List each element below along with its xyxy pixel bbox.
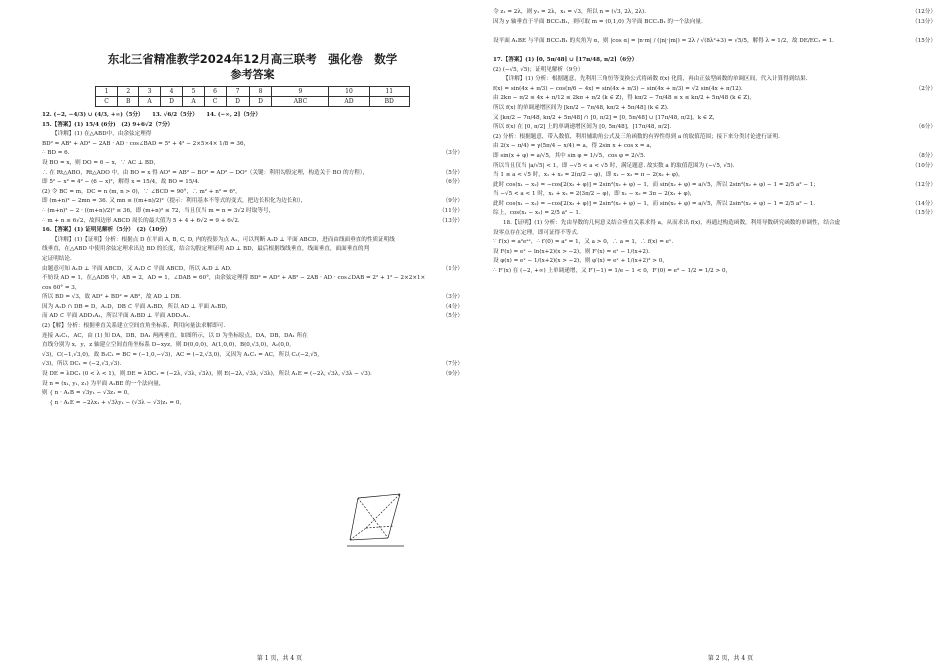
line-text: 即 (m+n)² − 2mn = 36. 又 mn ≤ ((m+n)/2)²（提示：利用基本不等式的变式，把边长积化为边长和）， bbox=[42, 198, 307, 205]
text-line bbox=[493, 18, 936, 28]
text-line bbox=[493, 46, 936, 56]
text-line bbox=[42, 265, 463, 275]
line-text: 18.【证明】(1) 分析：先由导数的几何意义结合垂直关系求得 a，从而求出 f(x)，再通过构造函数，利用导数研究函数的单调性，结合虚 bbox=[503, 220, 841, 227]
line-text: √3)，C(−1,√3,0)，故 B₁C₁ = BC = (−1,0,−√3)，AC = (−2,√3,0)，又因为 A₁C₁ = AC，所以 C₁(−2,√5, bbox=[42, 351, 320, 358]
score-label: （13分） bbox=[439, 217, 463, 224]
text-line bbox=[42, 236, 463, 246]
text-line bbox=[42, 255, 463, 265]
text-line bbox=[493, 209, 936, 219]
score-label: （14分） bbox=[912, 200, 936, 207]
answer-number-cell: 6 bbox=[204, 87, 226, 97]
text-line bbox=[42, 322, 463, 332]
answer-number-cell: 7 bbox=[226, 87, 249, 97]
score-label: （6分） bbox=[915, 124, 936, 131]
text-line bbox=[493, 66, 936, 76]
text-line bbox=[42, 284, 463, 294]
text-line bbox=[42, 207, 463, 217]
score-label: （12分） bbox=[912, 9, 936, 15]
right-page bbox=[475, 0, 950, 672]
text-line bbox=[42, 303, 463, 313]
line-text: BD² = AB² + AD² − 2AB · AD · cos∠BAD = 5² + 4² − 2×5×4× 1/8 = 36， bbox=[42, 140, 250, 147]
line-text: 直线分别为 x，y，z 轴建立空间直角坐标系 D−xyz，则 D(0,0,0)，A(1,0,0)，B(0,√3,0)，A₁(0,0, bbox=[42, 342, 292, 349]
score-label: （5分） bbox=[442, 169, 463, 176]
text-line bbox=[493, 190, 936, 200]
line-text: 所以当且仅当 |a/√5| < 1，即 −√5 < a < √5 时，满足题意. 故实数 a 的取值范围为 (−√5, √5). bbox=[493, 162, 735, 169]
answer-cell: A bbox=[139, 97, 160, 107]
text-line bbox=[493, 56, 936, 66]
document-title: 东北三省精准教学2024年12月高三联考 强化卷 数学 bbox=[107, 52, 398, 66]
line-text: ∴ 在 Rt△ABO，Rt△ADO 中，由 BO = x 得 AO² = AB² − BO² = AD² − DO²（关键：利用勾股定理，构造关于 BO 的方程）， bbox=[42, 169, 369, 176]
answer-number-cell: 2 bbox=[118, 87, 139, 97]
text-line bbox=[42, 245, 463, 255]
line-text: (2) 分析：根据题意，带入数值，利用辅助角公式及三角函数的有界性得到 a 的取值范围；接下来分类讨论进行证明. bbox=[493, 133, 780, 140]
answer-number-cell: 11 bbox=[369, 87, 409, 97]
score-label: （7分） bbox=[442, 361, 463, 368]
line-text: 线垂直，在△ABD 中使用余弦定理求出边 BD 的长度，结合勾股定理证明 AD ⊥ BD，最后根据线线垂直，线面垂直，面面垂直的判 bbox=[42, 246, 370, 253]
line-text: 15.【答案】(1) 15/4 (6分) (2) 9+6√2（7分） bbox=[42, 121, 174, 128]
line-text: 当 −√5 < a < 1 时，x₁ + x₂ = 2(3π/2 − φ)，即 x₁ − x₂ = 3π − 2(x₂ + φ)， bbox=[493, 191, 696, 198]
line-text: 设 F(x) = eˣ − ln(x+2)(x > −2)，则 F′(x) = eˣ − 1/(x+2). bbox=[493, 248, 650, 255]
line-text: 17.【答案】(1) [0, 5π/48] ∪ [17π/48, π/2]（6分） bbox=[493, 56, 638, 63]
score-label: （11分） bbox=[439, 207, 463, 214]
text-line bbox=[42, 370, 463, 380]
line-text: 即 5² − x² = 4² − (6 − x)²，解得 x = 15/4，故 BO = 15/4. bbox=[42, 179, 200, 186]
text-line bbox=[493, 200, 936, 210]
answer-number-cell: 4 bbox=[160, 87, 183, 97]
text-line bbox=[493, 27, 936, 37]
text-line bbox=[42, 332, 463, 342]
line-text: 即 sin(x + φ) = a/√5，其中 sin φ = 1/√5，cos φ = 2/√5. bbox=[493, 152, 646, 159]
score-label: （4分） bbox=[442, 303, 463, 310]
text-line bbox=[493, 267, 936, 277]
text-line bbox=[42, 312, 463, 322]
text-line bbox=[42, 274, 463, 284]
answer-number-cell: 3 bbox=[139, 87, 160, 97]
answer-table-answer-row bbox=[96, 97, 410, 107]
prism-diagonal bbox=[358, 498, 388, 538]
line-text: 设 BO = x，则 DO = 6 − x，∵ AC ⊥ BD， bbox=[42, 159, 160, 166]
line-text: 所以 BD = √3，故 AD² + BD² = AB²，故 AD ⊥ DB. bbox=[42, 294, 182, 301]
text-line bbox=[42, 140, 463, 150]
line-text: (2) 令 BC = m，DC = n (m, n > 0)，∵ ∠BCD = 90°，∴ m² + n² = 6²， bbox=[42, 188, 241, 195]
line-text: ∴ (m+n)² − 2 · ((m+n)/2)² ≤ 36，即 (m+n)² ≤ 72，当且仅当 m = n = 3√2 时取等号， bbox=[42, 207, 275, 214]
score-label: （10分） bbox=[912, 162, 936, 169]
line-text: 设 φ(x) = eˣ − 1/(x+2)(x > −2)，则 φ′(x) = eˣ + 1/(x+2)² > 0， bbox=[493, 258, 668, 265]
text-line bbox=[42, 293, 463, 303]
line-text: 所以 f(x) 在 [0, π/2] 上的单调递增区间为 [0, 5π/48]，[17π/48, π/2]. bbox=[493, 124, 672, 131]
answer-cell: D bbox=[249, 97, 272, 107]
text-line bbox=[42, 341, 463, 351]
text-line bbox=[42, 149, 463, 159]
score-label: （12分） bbox=[912, 181, 936, 188]
line-text: 设零点存在定理，即可证得不等式. bbox=[493, 229, 579, 236]
answer-number-cell: 1 bbox=[96, 87, 118, 97]
text-line bbox=[493, 85, 936, 95]
line-text: f(x) = sin(4x + π/3) − cos(π/6 − 4x) = sin(4x + π/3) − sin(4x + π/3) = √2 sin(4x + π/12). bbox=[493, 85, 743, 92]
prism-base-edge bbox=[350, 538, 388, 540]
line-text: 【详解】(1) 分析：根据题意，先利用三角恒等变换公式将函数 f(x) 化简，再由正弦型函数的单调区间，代入计算得到结果. bbox=[503, 76, 808, 83]
line-text: (2) (−√5, √5)；证明见解析（9分） bbox=[493, 66, 584, 73]
line-text: ∴ F′(x) 在 (−2, +∞) 上单调递增，又 F′(−1) = 1/e − 1 < 0，F′(0) = e⁰ − 1/2 = 1/2 > 0， bbox=[493, 268, 732, 275]
line-text: 12. (−2, −4/3) ∪ (4/3, +∞)（5分） 13. √6/2（5分） 14. (−∞, 2]（5分） bbox=[42, 112, 261, 118]
answer-number-cell: 10 bbox=[329, 87, 369, 97]
text-line bbox=[493, 37, 936, 47]
answer-table-number-row bbox=[96, 87, 410, 97]
answer-cell: BD bbox=[369, 97, 409, 107]
text-line bbox=[42, 226, 463, 236]
score-label: （9分） bbox=[442, 198, 463, 205]
line-text: 综上，cos(x₁ − x₂) = 2/5 a² − 1. bbox=[493, 210, 581, 217]
text-line bbox=[42, 389, 463, 399]
text-line bbox=[493, 229, 936, 239]
line-text: ∴ m + n ≤ 6√2，故四边形 ABCD 周长的最大值为 5 + 4 + 6√2 = 9 + 6√2. bbox=[42, 217, 240, 224]
score-label: （5分） bbox=[442, 313, 463, 320]
line-text: 【详解】(1) 在△ABD中，由余弦定理得 bbox=[52, 131, 152, 138]
line-text: (2)【解】分析：根据垂直关系建立空间直角坐标系，利用向量法求解即可. bbox=[42, 323, 226, 330]
right-solution-text bbox=[493, 8, 936, 277]
text-line bbox=[42, 111, 463, 121]
text-line bbox=[42, 351, 463, 361]
text-line bbox=[42, 121, 463, 131]
score-label: （2分） bbox=[915, 85, 936, 92]
line-text: 当 1 ≤ a < √5 时，x₁ + x₂ = 2(π/2 − φ)，即 x₁ − x₂ = π − 2(x₂ + φ)， bbox=[493, 172, 684, 179]
score-label: （3分） bbox=[442, 150, 463, 157]
line-text: ∵ f′(x) = a²eᵃˣ，∴ f′(0) = a² = 1，又 a > 0，∴ a = 1，∴ f(x) = eˣ. bbox=[493, 239, 674, 246]
prism-figure bbox=[344, 488, 408, 554]
text-line bbox=[42, 130, 463, 140]
line-text: 由题意可知 A₁D ⊥ 平面 ABCD，又 A₁D ⊂ 平面 ABCD，所以 A₁D ⊥ AD. bbox=[42, 265, 232, 272]
line-text: ∴ BD = 6. bbox=[42, 150, 70, 157]
text-line bbox=[493, 142, 936, 152]
document-subtitle: 参考答案 bbox=[230, 68, 275, 81]
score-label: （15分） bbox=[912, 37, 936, 44]
line-text: 此时 cos(x₁ − x₂) = −cos[2(x₂ + φ)] = 2sin²(x₂ + φ) − 1，而 sin(x₂ + φ) = a/√5，所以 2sin²(x₂ + φ) − 1 = 2/5 a² − 1. bbox=[493, 200, 816, 207]
prism-hidden-edge bbox=[350, 528, 366, 540]
text-line bbox=[493, 181, 936, 191]
left-solution-text bbox=[42, 111, 463, 408]
text-line bbox=[493, 133, 936, 143]
text-line bbox=[493, 162, 936, 172]
line-text: { n · A₁E = −2λx₁ + √3λy₁ − (√3λ − √3)z₁ = 0， bbox=[42, 399, 185, 406]
prism-right-edge bbox=[388, 494, 400, 538]
text-line bbox=[42, 360, 463, 370]
score-label: （9分） bbox=[442, 371, 463, 378]
answer-number-cell: 8 bbox=[249, 87, 272, 97]
line-text: 此时 cos(x₁ − x₂) = −cos[2(x₂ + φ)] = 2sin²(x₂ + φ) − 1，而 sin(x₂ + φ) = a/√5，所以 2sin²(x₂ + φ) − 1 = 2/5 a² − 1； bbox=[493, 181, 819, 188]
text-line bbox=[493, 75, 936, 85]
score-label: （3分） bbox=[442, 294, 463, 301]
text-line bbox=[493, 104, 936, 114]
line-text: 不妨设 AD = 1，在△ADB 中，AB = 2，AD = 1，∠DAB = 60°，由余弦定理得 BD² = AD² + AB² − 2AB · AD · cos∠DAB = 2² + 1² − 2×2×1× bbox=[42, 275, 426, 282]
answer-cell: C bbox=[96, 97, 118, 107]
line-text: cos 60° = 3， bbox=[42, 284, 81, 291]
text-line bbox=[493, 238, 936, 248]
answer-cell: ABC bbox=[272, 97, 329, 107]
line-text: 由 2kπ − π/2 ≤ 4x + π/12 ≤ 2kπ + π/2 (k ∈ Z)，得 kπ/2 − 7π/48 ≤ x ≤ kπ/2 + 5π/48 (k ∈ Z)， bbox=[493, 95, 755, 102]
text-line bbox=[42, 159, 463, 169]
line-text: √3)，所以 DC₁ = (−2,√3,√3). bbox=[42, 361, 122, 368]
page-footer-right: 第 2 页，共 4 页 bbox=[707, 655, 754, 662]
answer-number-cell: 5 bbox=[183, 87, 204, 97]
line-text: 设 n = (x₁, y₁, z₁) 为平面 A₁BE 的一个法向量， bbox=[42, 380, 165, 387]
text-line bbox=[493, 171, 936, 181]
line-text: 16.【答案】(1) 证明见解析（5分） (2)（10分） bbox=[42, 227, 171, 234]
line-text: 所以 f(x) 的单调递增区间为 [kπ/2 − 7π/48, kπ/2 + 5π/48] (k ∈ Z). bbox=[493, 104, 669, 111]
text-line bbox=[493, 219, 936, 229]
text-line bbox=[42, 178, 463, 188]
answer-number-cell: 9 bbox=[272, 87, 329, 97]
score-label: （13分） bbox=[912, 18, 936, 25]
score-label: （6分） bbox=[442, 179, 463, 186]
answer-cell: D bbox=[160, 97, 183, 107]
text-line bbox=[493, 248, 936, 258]
text-line bbox=[493, 94, 936, 104]
text-line bbox=[42, 217, 463, 227]
text-line bbox=[493, 257, 936, 267]
score-label: （1分） bbox=[442, 265, 463, 272]
text-line bbox=[42, 380, 463, 390]
line-text: 连接 A₁C₁，AC，由 (1) 知 DA，DB，DA₁ 两两垂直，如图所示，以 D 为坐标原点，DA，DB，DA₁ 所在 bbox=[42, 332, 308, 339]
line-text: 因为 y 轴垂直于平面 BCC₁B₁，则可取 m = (0,1,0) 为平面 BCC₁B₁ 的一个法向量. bbox=[493, 18, 703, 25]
line-text: 由 2(x − π/4) = γ(5π/4 − x/4) = a，得 2sin x + cos x = a， bbox=[493, 143, 656, 150]
score-label: （8分） bbox=[915, 152, 936, 159]
text-line bbox=[493, 152, 936, 162]
text-line bbox=[42, 399, 463, 409]
line-text: 【详解】(1)【证明】分析：根据点 D 在平面 A, B, C, D, 内的投影为点 A₁，可以判断 A₁D ⊥ 平面 ABCD，进而由线面垂直的性质证明线 bbox=[52, 236, 395, 243]
line-text: 设平面 A₁BE 与平面 BCC₁B₁ 的夹角为 α，则 |cos α| = |n·m| / (|n|·|m|) = 2λ / √(8λ²+3) = √5/5，解得 λ = 1/2，故 DE/EC₁ = 1. bbox=[493, 37, 834, 44]
answer-table bbox=[95, 86, 410, 107]
line-text: 而 AD ⊂ 平面 ADD₁A₁，所以平面 A₁BD ⊥ 平面 ADD₁A₁. bbox=[42, 313, 191, 320]
answer-cell: C bbox=[204, 97, 226, 107]
text-line bbox=[493, 8, 936, 18]
text-line bbox=[493, 123, 936, 133]
text-line bbox=[42, 188, 463, 198]
text-line bbox=[493, 114, 936, 124]
score-label: （15分） bbox=[912, 210, 936, 217]
page-footer-left: 第 1 页，共 4 页 bbox=[256, 655, 303, 662]
text-line bbox=[42, 169, 463, 179]
line-text: 又 [kπ/2 − 7π/48, kπ/2 + 5π/48] ∩ [0, π/2] = [0, 5π/48] ∪ [17π/48, π/2]，k ∈ Z， bbox=[493, 114, 719, 121]
answer-cell: B bbox=[118, 97, 139, 107]
prism-left-edge bbox=[350, 498, 358, 540]
text-line bbox=[42, 197, 463, 207]
prism-diagonal-2 bbox=[366, 494, 400, 528]
line-text: 因为 A₁D ∩ DB = D，A₁D，DB ⊂ 平面 A₁BD，所以 AD ⊥ 平面 A₁BD， bbox=[42, 303, 232, 310]
prism-top-edge bbox=[358, 494, 400, 498]
answer-cell: A bbox=[183, 97, 204, 107]
answer-cell: AD bbox=[329, 97, 369, 107]
line-text: 定证明结论. bbox=[42, 255, 72, 262]
answer-cell: D bbox=[226, 97, 249, 107]
line-text: 设 DE = λDC₁ (0 < λ < 1)，则 DE = λDC₁ = (−2λ, √3λ, √3λ)，则 E(−2λ, √3λ, √3λ)，所以 A₁E = (−2λ, √3λ, √3λ − √3). bbox=[42, 371, 372, 378]
line-text: 则 { n · A₁B = √3y₁ − √3z₁ = 0， bbox=[42, 390, 133, 397]
line-text: 令 z₁ = 2λ，则 y₁ = 2λ，x₁ = √3，所以 n = (√3, 2λ, 2λ). bbox=[493, 9, 646, 15]
